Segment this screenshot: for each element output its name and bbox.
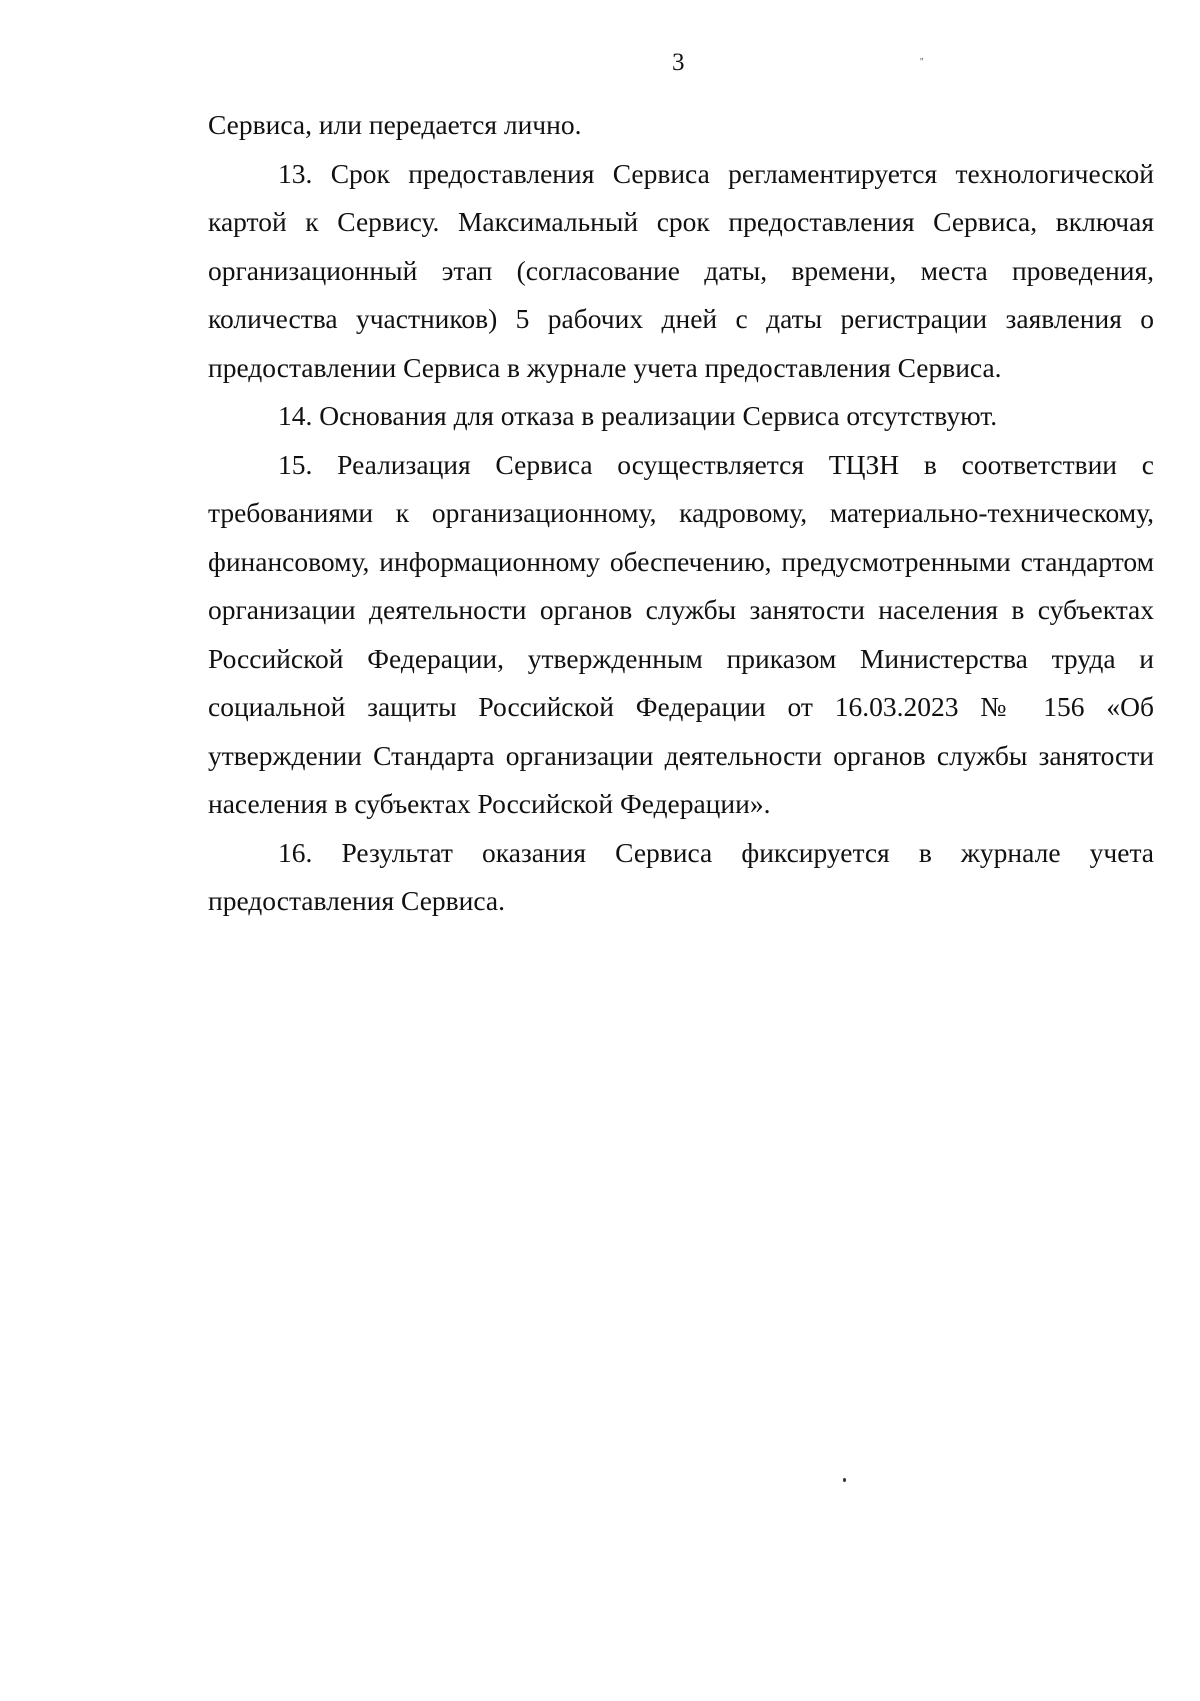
paragraph-15: 15. Реализация Сервиса осуществляется ТЦЗН в соответствии с требованиями к организационному, кадровому, материально-техническому, финансовому, информационному обеспечению, предусмотренными стандартом организации деятельности органов службы занятости населения в субъектах Российской Федерации, утвержденным приказом Министерства труда и социальной защиты Российской Федерации от 16.03.2023 № 156 «Об утверждении Стандарта организации деятельности органов службы занятости населения в субъектах Российской Федерации».	[208, 448, 1154, 819]
scan-artifact-mark: ''	[920, 57, 924, 68]
paragraph-13: 13. Срок предоставления Сервиса регламентируется технологической картой к Сервису. Максимальный срок предоставления Сервиса, включая организационный этап (согласование даты, времени, места проведения, количества участников) 5 рабочих дней с даты регистрации заявления о предоставлении Сервиса в журнале учета предоставления Сервиса.	[208, 157, 1154, 383]
paragraph-continuation: Сервиса, или передается лично.	[208, 109, 582, 140]
paragraph-16: 16. Результат оказания Сервиса фиксируется в журнале учета предоставления Сервиса.	[208, 836, 1154, 916]
scan-artifact-dot	[843, 1478, 846, 1482]
paragraph-14: 14. Основания для отказа в реализации Сервиса отсутствуют.	[278, 400, 998, 431]
document-body	[208, 101, 1154, 926]
page-number: 3	[672, 49, 685, 76]
